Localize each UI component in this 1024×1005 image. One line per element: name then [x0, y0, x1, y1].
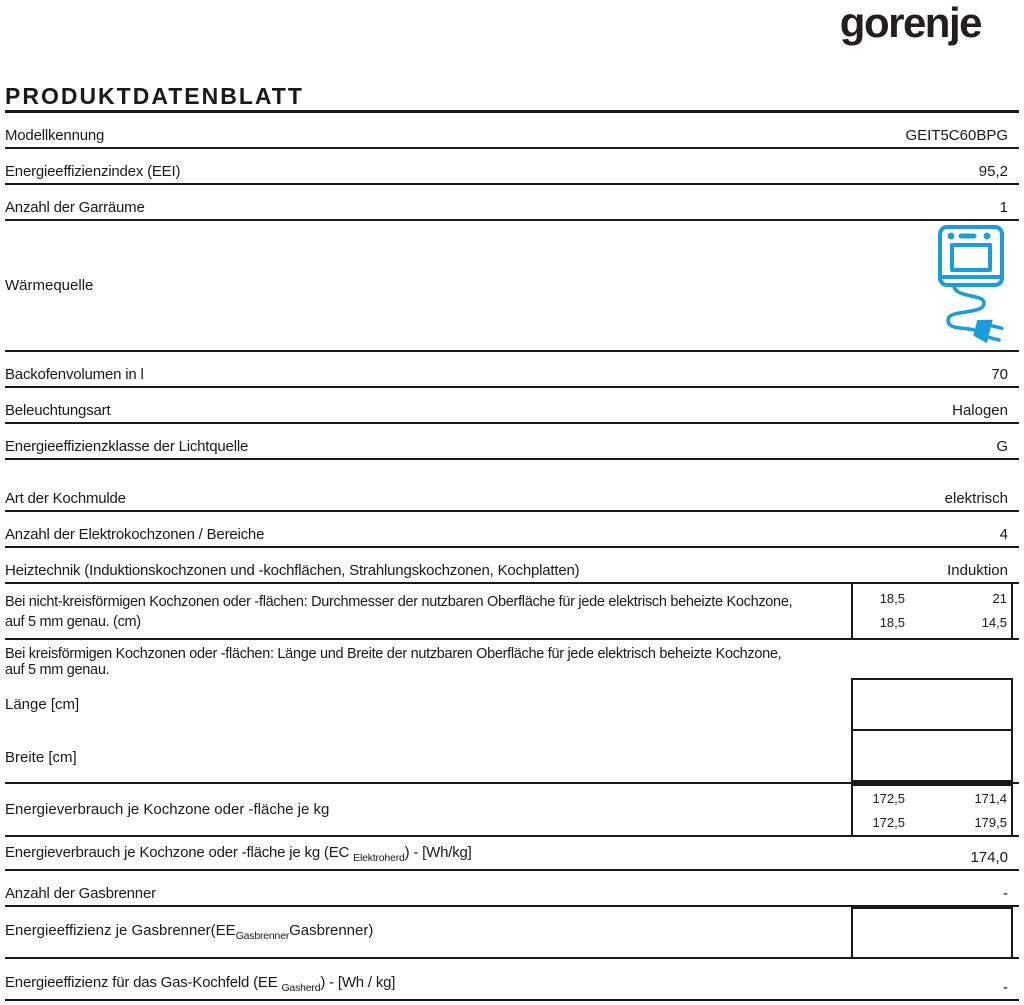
breite-value-box: [851, 729, 1013, 782]
gorenje-logo: gorenje: [839, 0, 981, 46]
row-label: Art der Kochmulde: [5, 490, 126, 507]
subscript-label: Elektroherd: [353, 852, 405, 864]
row-label: Energieeffizienz für das Gas-Kochfeld (EE $_{Gasherd}$) - [Wh / kg]: [5, 974, 396, 994]
row-heiztechnik: [5, 548, 1019, 584]
table-row: [853, 811, 1011, 835]
table-cell: 14,5: [981, 615, 1007, 630]
row-value: G: [996, 438, 1008, 455]
row-lichtquelle-klasse: [5, 424, 1019, 460]
row-energieverbrauch: [5, 784, 1019, 837]
row-label: Breite [cm]: [5, 749, 77, 766]
row-nicht-kreisfoermig: [5, 584, 1019, 640]
row-label: Energieverbrauch je Kochzone oder -fläche je kg (EC $_{Elektroherd}$) - [Wh/kg]: [5, 844, 472, 864]
row-label: Energieverbrauch je Kochzone oder -fläche je kg: [5, 801, 330, 818]
row-label: Anzahl der Gasbrenner: [5, 885, 156, 902]
table-cell: 18,5: [879, 615, 905, 630]
subscript-label: Gasherd: [281, 982, 321, 994]
energy-per-zone-table: [851, 784, 1013, 837]
row-label: Energieeffizienzklasse der Lichtquelle: [5, 438, 249, 455]
row-value: Halogen: [952, 402, 1008, 419]
row-ec-elektroherd: [5, 837, 1019, 871]
row-label: Backofenvolumen in l: [5, 366, 144, 383]
row-elektrokochzonen: [5, 512, 1019, 548]
row-ee-gasbrenner: [5, 907, 1019, 959]
table-row: [853, 587, 1011, 611]
row-label: Wärmequelle: [5, 277, 94, 294]
row-value: -: [1003, 979, 1008, 996]
row-modellkennung: [5, 113, 1019, 149]
row-gasbrenner-anzahl: [5, 871, 1019, 907]
page-title: PRODUKTDATENBLATT: [5, 84, 1019, 113]
row-beleuchtungsart: [5, 388, 1019, 424]
section-gap: [5, 460, 1019, 476]
row-backofenvolumen: [5, 352, 1019, 388]
header: [5, 0, 1019, 48]
row-value: 70: [991, 366, 1008, 383]
table-row: [853, 787, 1011, 811]
row-label-line1: Bei nicht-kreisförmigen Kochzonen oder -flächen: Durchmesser der nutzbaren Oberfläche für jede elektrisch beheizte Kochzone,: [5, 594, 793, 610]
row-value: 4: [999, 526, 1008, 543]
row-label: Anzahl der Garräume: [5, 199, 145, 216]
row-label: Energieeffizienzindex (EEI): [5, 163, 181, 180]
row-energieeffizienzindex: [5, 149, 1019, 185]
row-label: Energieeffizienz je $Gasbrenner(EE_{Gasbrenner}Gasbrenner)$: [5, 922, 374, 942]
row-label: Heiztechnik (Induktionskochzonen und -kochflächen, Strahlungskochzonen, Kochplatten): [5, 562, 580, 579]
row-label: Anzahl der Elektrokochzonen / Bereiche: [5, 526, 265, 543]
laenge-value-box: [851, 678, 1013, 731]
table-cell: 172,5: [872, 790, 905, 806]
row-waermequelle: [5, 221, 1019, 352]
zone-diameter-table: [851, 582, 1013, 640]
row-ee-gasherd: [5, 959, 1019, 1001]
table-cell: 172,5: [872, 814, 905, 830]
table-cell: 18,5: [879, 591, 905, 606]
row-label-line2: auf 5 mm genau.: [5, 662, 110, 678]
table-row: [853, 611, 1011, 635]
row-value: Induktion: [947, 562, 1008, 579]
table-cell: 21: [992, 591, 1007, 606]
row-garraeume: [5, 185, 1019, 221]
row-label: Modellkennung: [5, 127, 105, 144]
row-value: 1: [999, 199, 1008, 216]
table-cell: 179,5: [974, 814, 1007, 830]
row-value: 174,0: [970, 849, 1008, 866]
subscript-label: Gasbrenner: [235, 930, 290, 942]
row-label: Länge [cm]: [5, 696, 80, 713]
row-value: GEIT5C60BPG: [905, 127, 1008, 144]
row-kreisfoermig: [5, 640, 1019, 678]
row-kochmulde: [5, 476, 1019, 512]
row-label-line2: auf 5 mm genau. (cm): [5, 614, 141, 630]
table-cell: 171,4: [974, 790, 1007, 806]
electric-oven-with-plug-icon: [930, 223, 1010, 349]
gasbrenner-value-box: [851, 907, 1013, 959]
row-value: 95,2: [978, 163, 1008, 180]
laenge-breite-section: [5, 678, 1019, 784]
row-label-line1: Bei kreisförmigen Kochzonen oder -flächen: Länge und Breite der nutzbaren Oberfläche für jede elektrisch beheizte Kochzone,: [5, 646, 782, 662]
row-value: -: [1003, 885, 1008, 902]
row-value: elektrisch: [944, 490, 1008, 507]
row-label: Beleuchtungsart: [5, 402, 111, 419]
